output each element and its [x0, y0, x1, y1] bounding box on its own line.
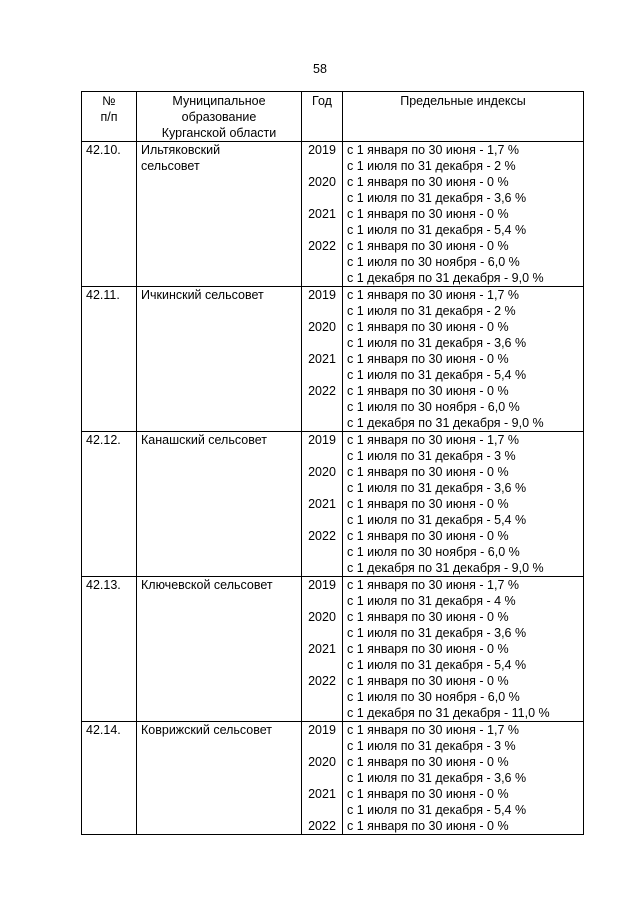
year-value: [302, 415, 342, 431]
header-text: Муниципальное: [172, 94, 266, 108]
table-row: [82, 432, 584, 577]
year-value: 2022: [308, 384, 336, 398]
year-value: [302, 303, 342, 319]
year-value: [302, 335, 342, 351]
row-number-cell: [82, 287, 137, 432]
table-header: [82, 92, 584, 142]
index-line: с 1 июля по 30 ноября - 6,0 %: [347, 690, 520, 704]
year-value: [302, 270, 342, 286]
municipality-name: Коврижский сельсовет: [141, 723, 273, 737]
year-value: [302, 802, 342, 818]
index-line: с 1 января по 30 июня - 0 %: [347, 610, 509, 624]
year-value: 2020: [308, 465, 336, 479]
municipality-name: Ичкинский сельсовет: [141, 288, 264, 302]
index-line: с 1 января по 30 июня - 0 %: [347, 384, 509, 398]
index-line: с 1 января по 30 июня - 0 %: [347, 787, 509, 801]
header-text: Предельные индексы: [400, 94, 526, 108]
year-value: 2019: [308, 143, 336, 157]
row-number-cell: [82, 142, 137, 287]
year-value: 2020: [308, 175, 336, 189]
header-municipality: [137, 92, 302, 142]
indices-cell: [343, 432, 584, 577]
index-line: с 1 июля по 30 ноября - 6,0 %: [347, 545, 520, 559]
year-value: 2020: [308, 610, 336, 624]
header-text: Год: [312, 94, 332, 108]
index-line: с 1 июля по 31 декабря - 5,4 %: [347, 368, 527, 382]
year-value: [302, 254, 342, 270]
header-text: образование: [181, 110, 257, 124]
year-value: [302, 158, 342, 174]
year-value: 2022: [308, 239, 336, 253]
year-value: 2019: [308, 578, 336, 592]
index-line: с 1 июля по 31 декабря - 3,6 %: [347, 771, 527, 785]
index-line: с 1 июля по 31 декабря - 2 %: [347, 304, 516, 318]
page-number: 58: [313, 62, 327, 76]
row-number: 42.12.: [86, 433, 121, 447]
municipality-cell: [137, 722, 302, 835]
year-value: [302, 512, 342, 528]
row-number-cell: [82, 432, 137, 577]
header-num: [82, 92, 137, 142]
year-value: [302, 625, 342, 641]
index-line: с 1 января по 30 июня - 1,7 %: [347, 723, 519, 737]
index-line: с 1 июля по 31 декабря - 3,6 %: [347, 481, 527, 495]
index-line: с 1 июля по 31 декабря - 2 %: [347, 159, 516, 173]
year-value: 2022: [308, 674, 336, 688]
year-value: [302, 770, 342, 786]
index-line: с 1 июля по 31 декабря - 5,4 %: [347, 803, 527, 817]
index-line: с 1 января по 30 июня - 0 %: [347, 497, 509, 511]
header-year: [302, 92, 343, 142]
index-line: с 1 июля по 30 ноября - 6,0 %: [347, 255, 520, 269]
municipality-cell: [137, 577, 302, 722]
year-value: [302, 367, 342, 383]
header-text: №: [102, 94, 116, 108]
municipality-name: сельсовет: [141, 159, 200, 173]
municipality-cell: [137, 432, 302, 577]
index-line: с 1 января по 30 июня - 0 %: [347, 674, 509, 688]
index-line: с 1 июля по 31 декабря - 3,6 %: [347, 336, 527, 350]
header-text: Курганской области: [161, 126, 277, 140]
year-value: 2020: [308, 755, 336, 769]
header-row: [82, 92, 584, 142]
header-indices: [343, 92, 584, 142]
year-value: 2021: [308, 787, 336, 801]
table-row: [82, 287, 584, 432]
index-line: с 1 июля по 31 декабря - 5,4 %: [347, 513, 527, 527]
year-value: [302, 705, 342, 721]
index-line: с 1 января по 30 июня - 1,7 %: [347, 288, 519, 302]
index-line: с 1 января по 30 июня - 0 %: [347, 755, 509, 769]
index-line: с 1 декабря по 31 декабря - 11,0 %: [347, 706, 550, 720]
index-line: с 1 декабря по 31 декабря - 9,0 %: [347, 561, 544, 575]
year-value: [302, 593, 342, 609]
index-line: с 1 января по 30 июня - 0 %: [347, 642, 509, 656]
year-value: [302, 190, 342, 206]
year-cell: [302, 432, 343, 577]
index-line: с 1 января по 30 июня - 0 %: [347, 529, 509, 543]
row-number: 42.10.: [86, 143, 121, 157]
row-number-cell: [82, 577, 137, 722]
year-cell: [302, 577, 343, 722]
index-line: с 1 июля по 30 ноября - 6,0 %: [347, 400, 520, 414]
table-body: [82, 142, 584, 835]
year-value: [302, 544, 342, 560]
index-line: с 1 января по 30 июня - 0 %: [347, 465, 509, 479]
municipality-name: Ильтяковский: [141, 143, 221, 157]
year-value: 2021: [308, 642, 336, 656]
year-value: 2021: [308, 207, 336, 221]
index-line: с 1 января по 30 июня - 0 %: [347, 819, 509, 833]
year-value: [302, 448, 342, 464]
index-line: с 1 июля по 31 декабря - 3 %: [347, 449, 516, 463]
municipality-name: Ключевской сельсовет: [141, 578, 273, 592]
index-line: с 1 января по 30 июня - 1,7 %: [347, 433, 519, 447]
index-line: с 1 января по 30 июня - 0 %: [347, 175, 509, 189]
year-cell: [302, 722, 343, 835]
index-line: с 1 января по 30 июня - 0 %: [347, 320, 509, 334]
table-row: [82, 722, 584, 835]
row-number: 42.14.: [86, 723, 121, 737]
year-value: 2022: [308, 819, 336, 833]
indices-cell: [343, 722, 584, 835]
index-line: с 1 января по 30 июня - 0 %: [347, 239, 509, 253]
indices-cell: [343, 287, 584, 432]
index-line: с 1 июля по 31 декабря - 5,4 %: [347, 223, 527, 237]
year-value: 2019: [308, 723, 336, 737]
year-value: 2019: [308, 433, 336, 447]
index-line: с 1 июля по 31 декабря - 3,6 %: [347, 191, 527, 205]
year-value: [302, 480, 342, 496]
row-number: 42.11.: [86, 288, 120, 302]
municipality-cell: [137, 287, 302, 432]
index-line: с 1 декабря по 31 декабря - 9,0 %: [347, 416, 544, 430]
year-value: [302, 689, 342, 705]
indices-cell: [343, 577, 584, 722]
index-line: с 1 декабря по 31 декабря - 9,0 %: [347, 271, 544, 285]
index-line: с 1 июля по 31 декабря - 5,4 %: [347, 658, 527, 672]
table-row: [82, 142, 584, 287]
municipality-name: Канашский сельсовет: [141, 433, 267, 447]
year-value: [302, 657, 342, 673]
table-row: [82, 577, 584, 722]
row-number: 42.13.: [86, 578, 121, 592]
year-value: [302, 738, 342, 754]
year-value: [302, 399, 342, 415]
index-line: с 1 января по 30 июня - 0 %: [347, 207, 509, 221]
index-line: с 1 января по 30 июня - 0 %: [347, 352, 509, 366]
indices-cell: [343, 142, 584, 287]
index-line: с 1 января по 30 июня - 1,7 %: [347, 578, 519, 592]
index-line: с 1 июля по 31 декабря - 3 %: [347, 739, 516, 753]
year-value: 2019: [308, 288, 336, 302]
year-value: 2020: [308, 320, 336, 334]
year-cell: [302, 142, 343, 287]
year-value: 2021: [308, 352, 336, 366]
year-value: 2022: [308, 529, 336, 543]
index-line: с 1 июля по 31 декабря - 4 %: [347, 594, 516, 608]
year-cell: [302, 287, 343, 432]
year-value: 2021: [308, 497, 336, 511]
index-line: с 1 января по 30 июня - 1,7 %: [347, 143, 519, 157]
municipality-cell: [137, 142, 302, 287]
index-line: с 1 июля по 31 декабря - 3,6 %: [347, 626, 527, 640]
year-value: [302, 560, 342, 576]
header-text: п/п: [100, 110, 118, 124]
year-value: [302, 222, 342, 238]
row-number-cell: [82, 722, 137, 835]
indices-table: [81, 91, 584, 835]
